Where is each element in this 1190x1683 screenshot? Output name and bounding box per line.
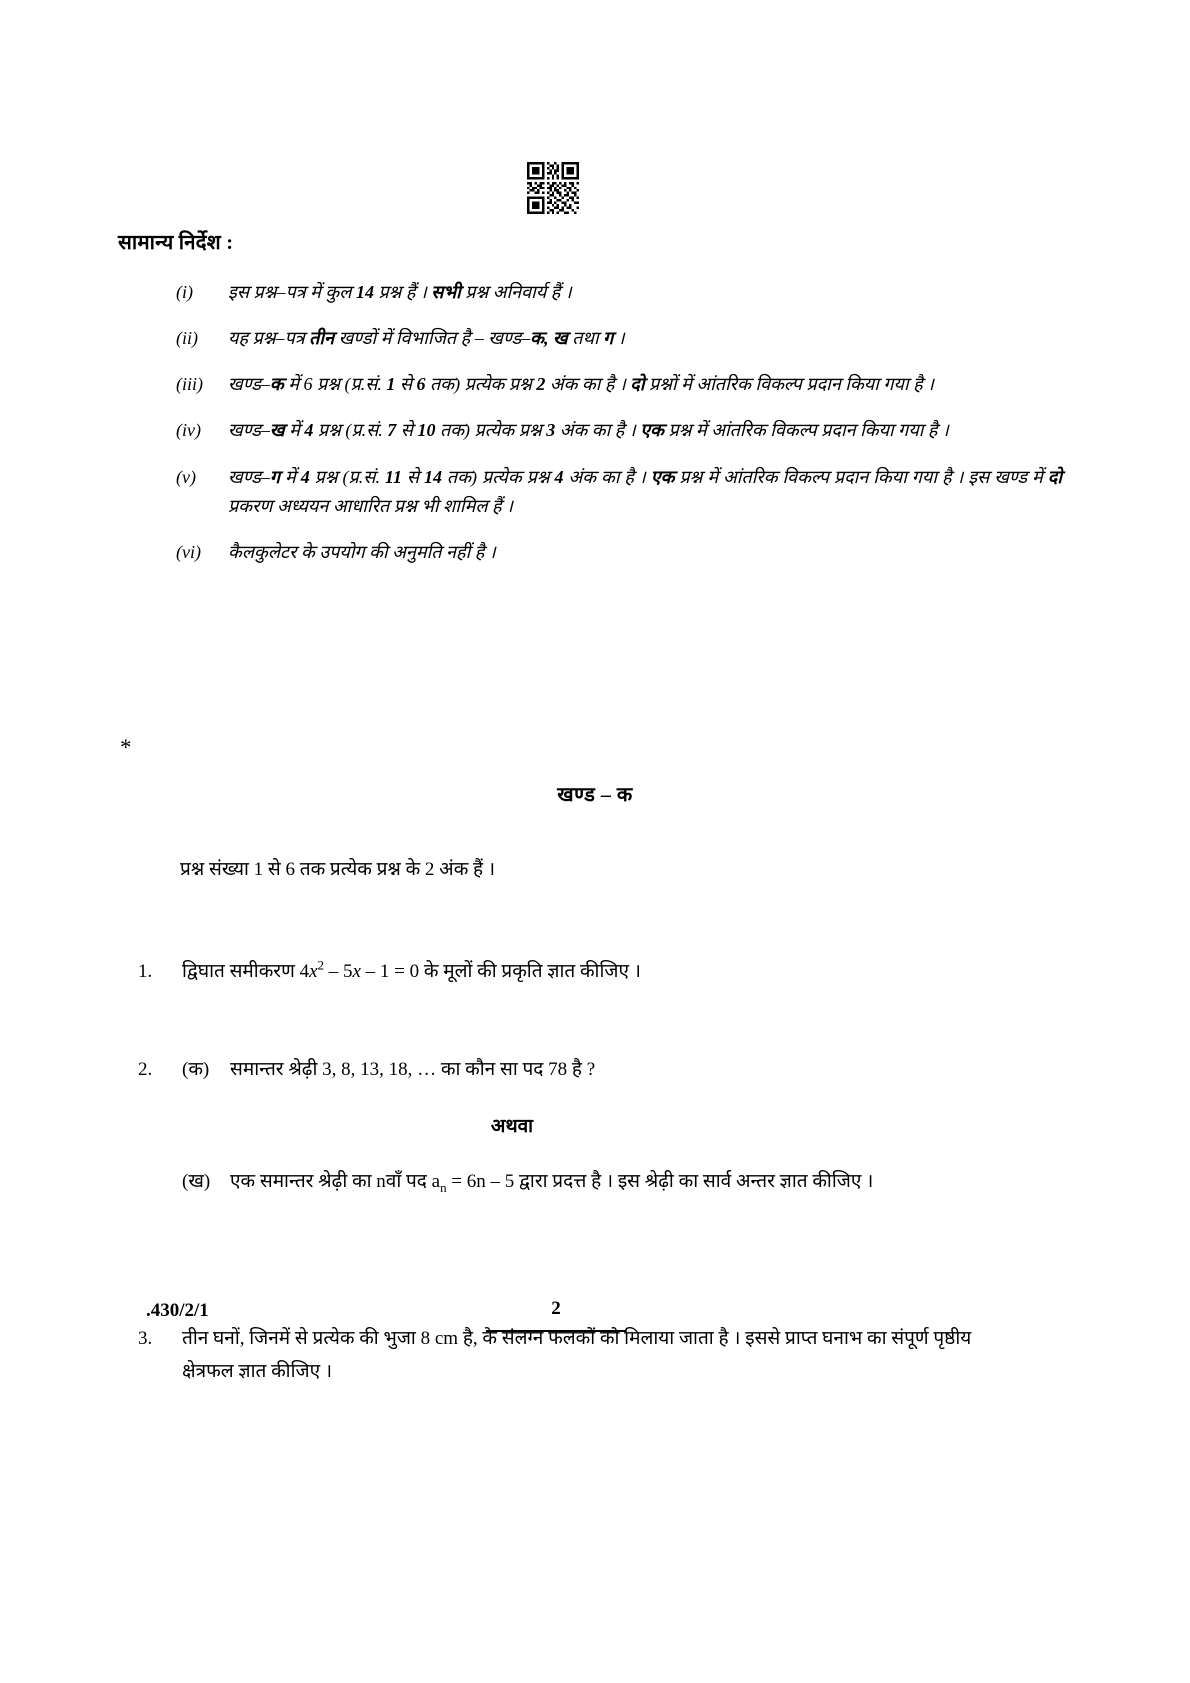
part-text: समान्तर श्रेढ़ी 3, 8, 13, 18, … का कौन सा पद 78 है ? — [230, 1059, 596, 1080]
question-number: 3. — [138, 1328, 153, 1349]
instruction-text: खण्ड–ख में 4 प्रश्न (प्र.सं. 7 से 10 तक) प्रत्येक प्रश्न 3 अंक का है । एक प्रश्न में आंतरिक विकल्प प्रदान किया गया है । — [228, 420, 949, 441]
instruction-item — [172, 324, 1072, 353]
instruction-text: यह प्रश्न–पत्र तीन खण्डों में विभाजित है – खण्ड–क, ख तथा ग । — [228, 328, 625, 349]
question-2 — [138, 1053, 973, 1198]
instruction-item — [172, 278, 1072, 307]
instruction-number: (iv) — [176, 420, 201, 441]
section-marks-note: प्रश्न संख्या 1 से 6 तक प्रत्येक प्रश्न के 2 अंक हैं । — [180, 859, 496, 880]
part-label: (ख) — [182, 1171, 211, 1193]
question-part-a — [182, 1053, 973, 1086]
general-instructions-list — [172, 278, 1072, 584]
instruction-number: (i) — [176, 282, 193, 302]
question-text: तीन घनों, जिनमें से प्रत्येक की भुजा 8 cm है, के संलग्न फलकों को मिलाया जाता है । इससे प्राप्त घनाभ का संपूर्ण पृष्ठीय क्षेत्रफल ज्ञात कीजिए । — [182, 1328, 972, 1383]
instruction-number: (vi) — [176, 541, 201, 562]
part-text: एक समान्तर श्रेढ़ी का nवाँ पद $a_n = 6n - 5$ द्वारा प्रदत्त है । इस श्रेढ़ी का सार्व अन्तर ज्ञात कीजिए । — [230, 1171, 874, 1195]
question-parts — [182, 1053, 973, 1198]
instruction-text: खण्ड–क में 6 प्रश्न (प्र.सं. 1 से 6 तक) प्रत्येक प्रश्न 2 अंक का है । दो प्रश्नों में आंतरिक विकल्प प्रदान किया गया है । — [228, 374, 935, 395]
or-divider: अथवा — [490, 1116, 534, 1138]
instruction-number: (ii) — [176, 328, 198, 349]
instruction-text: इस प्रश्न–पत्र में कुल 14 प्रश्न हैं । सभी प्रश्न अनिवार्य हैं । — [228, 282, 572, 302]
question-1 — [138, 955, 973, 988]
instruction-item — [172, 463, 1072, 521]
question-number: 2. — [138, 1059, 153, 1080]
page-number: 2 — [551, 1298, 561, 1319]
qr-code-icon — [527, 162, 579, 214]
paper-code: .430/2/1 — [146, 1300, 209, 1321]
general-instructions-title: सामान्य निर्देश : — [118, 232, 234, 254]
asterisk-marker: * — [120, 735, 132, 760]
instruction-number: (v) — [176, 466, 196, 487]
part-label: (क) — [182, 1059, 210, 1080]
instruction-text: खण्ड–ग में 4 प्रश्न (प्र.सं. 11 से 14 तक) प्रत्येक प्रश्न 4 अंक का है । एक प्रश्न में आंतरिक विकल्प प्रदान किया गया है । इस खण्ड में दो प्रकरण अध्ययन आधारित प्रश्न भी शामिल हैं । — [228, 466, 1062, 516]
section-heading: खण्ड – क — [557, 784, 633, 806]
question-text: द्विघात समीकरण $4x^2 - 5x - 1 = 0$ के मूलों की प्रकृति ज्ञात कीजिए । — [182, 957, 641, 982]
instruction-text: कैलकुलेटर के उपयोग की अनुमति नहीं है । — [228, 541, 496, 562]
footer-divider — [486, 1330, 626, 1332]
instruction-number: (iii) — [176, 374, 203, 395]
question-number: 1. — [138, 961, 153, 982]
instruction-item — [172, 370, 1072, 399]
instruction-item — [172, 538, 1072, 567]
question-part-b — [182, 1165, 973, 1198]
instruction-item — [172, 416, 1072, 445]
